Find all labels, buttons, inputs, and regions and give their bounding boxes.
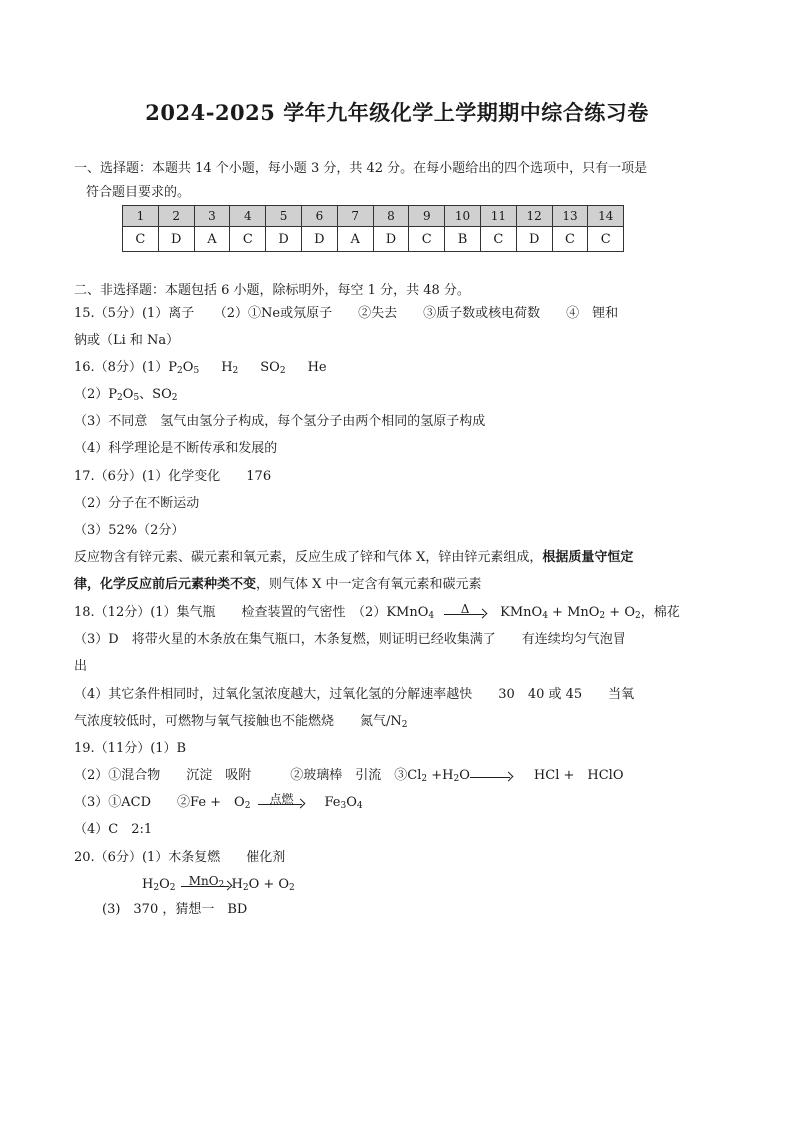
- q16-head: 16.（8分）(1）: [74, 360, 169, 375]
- q18-line4: （4）其它条件相同时，过氧化氢浓度越大，过氧化氢的分解速率越快 30 40 或 45 当氧: [74, 687, 635, 702]
- answer-cell: C: [409, 227, 445, 252]
- q19-line4: （4）C 2:1: [74, 822, 153, 837]
- answer-cell: C: [480, 227, 516, 252]
- section2-heading: 二、非选择题：本题包括 6 小题，除标明外，每空 1 分，共 48 分。: [74, 283, 470, 298]
- question-number-cell: 12: [516, 206, 552, 227]
- reaction-arrow-icon: Δ: [444, 606, 486, 620]
- formula-p2o5: P: [168, 360, 178, 375]
- q16-line2: $(2)P_2O_5$、$SO_2$: [74, 387, 178, 403]
- answer-cell: D: [301, 227, 337, 252]
- answer-cell: B: [445, 227, 481, 252]
- answer-cell: D: [373, 227, 409, 252]
- question-number-cell: 8: [373, 206, 409, 227]
- formula-so2: SO: [260, 360, 280, 375]
- q19-line3: （3）①ACD ②Fe + $O_2$ 点燃 $Fe_3O_4$: [74, 791, 363, 811]
- reaction-arrow-icon: 点燃: [258, 796, 304, 810]
- formula-he: He: [307, 360, 327, 375]
- question-number-cell: 5: [266, 206, 302, 227]
- question-number-cell: 1: [123, 206, 159, 227]
- answer-cell: C: [123, 227, 159, 252]
- answer-letter-row: [123, 227, 624, 252]
- question-number-cell: 4: [230, 206, 266, 227]
- q18-line1: 18.（12分）(1）集气瓶 检查装置的气密性 （2）KMnO$_4$ Δ KMnO$_4$ + $MnO_2 + O_2$，棉花: [74, 601, 680, 621]
- q17-line1: 17.（6分）(1）化学变化 176: [74, 469, 272, 484]
- q19-line1: 19.（11分）(1）B: [74, 741, 187, 756]
- reaction-arrow-icon: [470, 769, 512, 783]
- question-number-cell: 11: [480, 206, 516, 227]
- answer-cell: D: [158, 227, 194, 252]
- q17-line5: 律，化学反应前后元素种类不变，则气体 X 中一定含有氧元素和碳元素: [74, 577, 482, 592]
- question-number-cell: 2: [158, 206, 194, 227]
- question-number-cell: 13: [552, 206, 588, 227]
- answer-cell: C: [552, 227, 588, 252]
- answer-cell: C: [588, 227, 624, 252]
- q20-line1: 20.（6分）(1）木条复燃 催化剂: [74, 850, 286, 865]
- q18-line5: 气浓度较低时，可燃物与氧气接触也不能燃烧 氮气$/N_2$: [74, 714, 408, 730]
- question-number-cell: 10: [445, 206, 481, 227]
- q16-line3: （3）不同意 氢气由氢分子构成，每个氢分子由两个相同的氢原子构成: [74, 414, 486, 429]
- answer-cell: C: [230, 227, 266, 252]
- q15-line2: 钠或（Li 和 Na）: [74, 333, 180, 348]
- answer-cell: D: [516, 227, 552, 252]
- q18-line3: 出: [74, 659, 88, 674]
- q18-line2: （3）D 将带火星的木条放在集气瓶口，木条复燃，则证明已经收集满了 有连续均匀气泡冒: [74, 632, 626, 647]
- question-number-cell: 7: [337, 206, 373, 227]
- q16-line4: （4）科学理论是不断传承和发展的: [74, 441, 278, 456]
- q17-line4: 反应物含有锌元素、碳元素和氧元素，反应生成了锌和气体 X，锌由锌元素组成，根据质量守恒定: [74, 550, 634, 565]
- q20-line2: $H_2O_2$ MnO$_2$ $H_2O + O_2$: [142, 873, 295, 893]
- formula-h2: H: [221, 360, 233, 375]
- page-title: 2024-2025 学年九年级化学上学期期中综合练习卷: [145, 100, 649, 125]
- q17-line2: （2）分子在不断运动: [74, 496, 200, 511]
- choice-answer-table: [122, 205, 624, 252]
- answer-cell: A: [194, 227, 230, 252]
- question-number-cell: 14: [588, 206, 624, 227]
- question-number-cell: 6: [301, 206, 337, 227]
- question-number-cell: 3: [194, 206, 230, 227]
- q19-line2: （2）①混合物 沉淀 吸附 ②玻璃棒 引流 $③Cl_2 +H_2O$ HCl + HClO: [74, 768, 624, 784]
- question-number-cell: 9: [409, 206, 445, 227]
- section1-instructions: 一、选择题：本题共 14 个小题，每小题 3 分，共 42 分。在每小题给出的四个选项中，只有一项是: [74, 161, 648, 176]
- question-number-row: [123, 206, 624, 227]
- section1-instructions-cont: 符合题目要求的。: [86, 185, 191, 200]
- reaction-arrow-icon: MnO$_2$: [181, 878, 231, 892]
- answer-cell: D: [266, 227, 302, 252]
- q20-line3: (3) 370 ，猜想一 BD: [102, 902, 248, 917]
- q16-line1: 16.（8分）$(1)P_2O_5$ $H_2$ $SO_2$ He: [74, 360, 327, 376]
- q17-line3: （3）52%（2分）: [74, 523, 185, 538]
- q15-line1: 15.（5分）(1）离子 （2）①Ne或氖原子 ②失去 ③质子数或核电荷数 ④ 锂和: [74, 306, 619, 321]
- answer-cell: A: [337, 227, 373, 252]
